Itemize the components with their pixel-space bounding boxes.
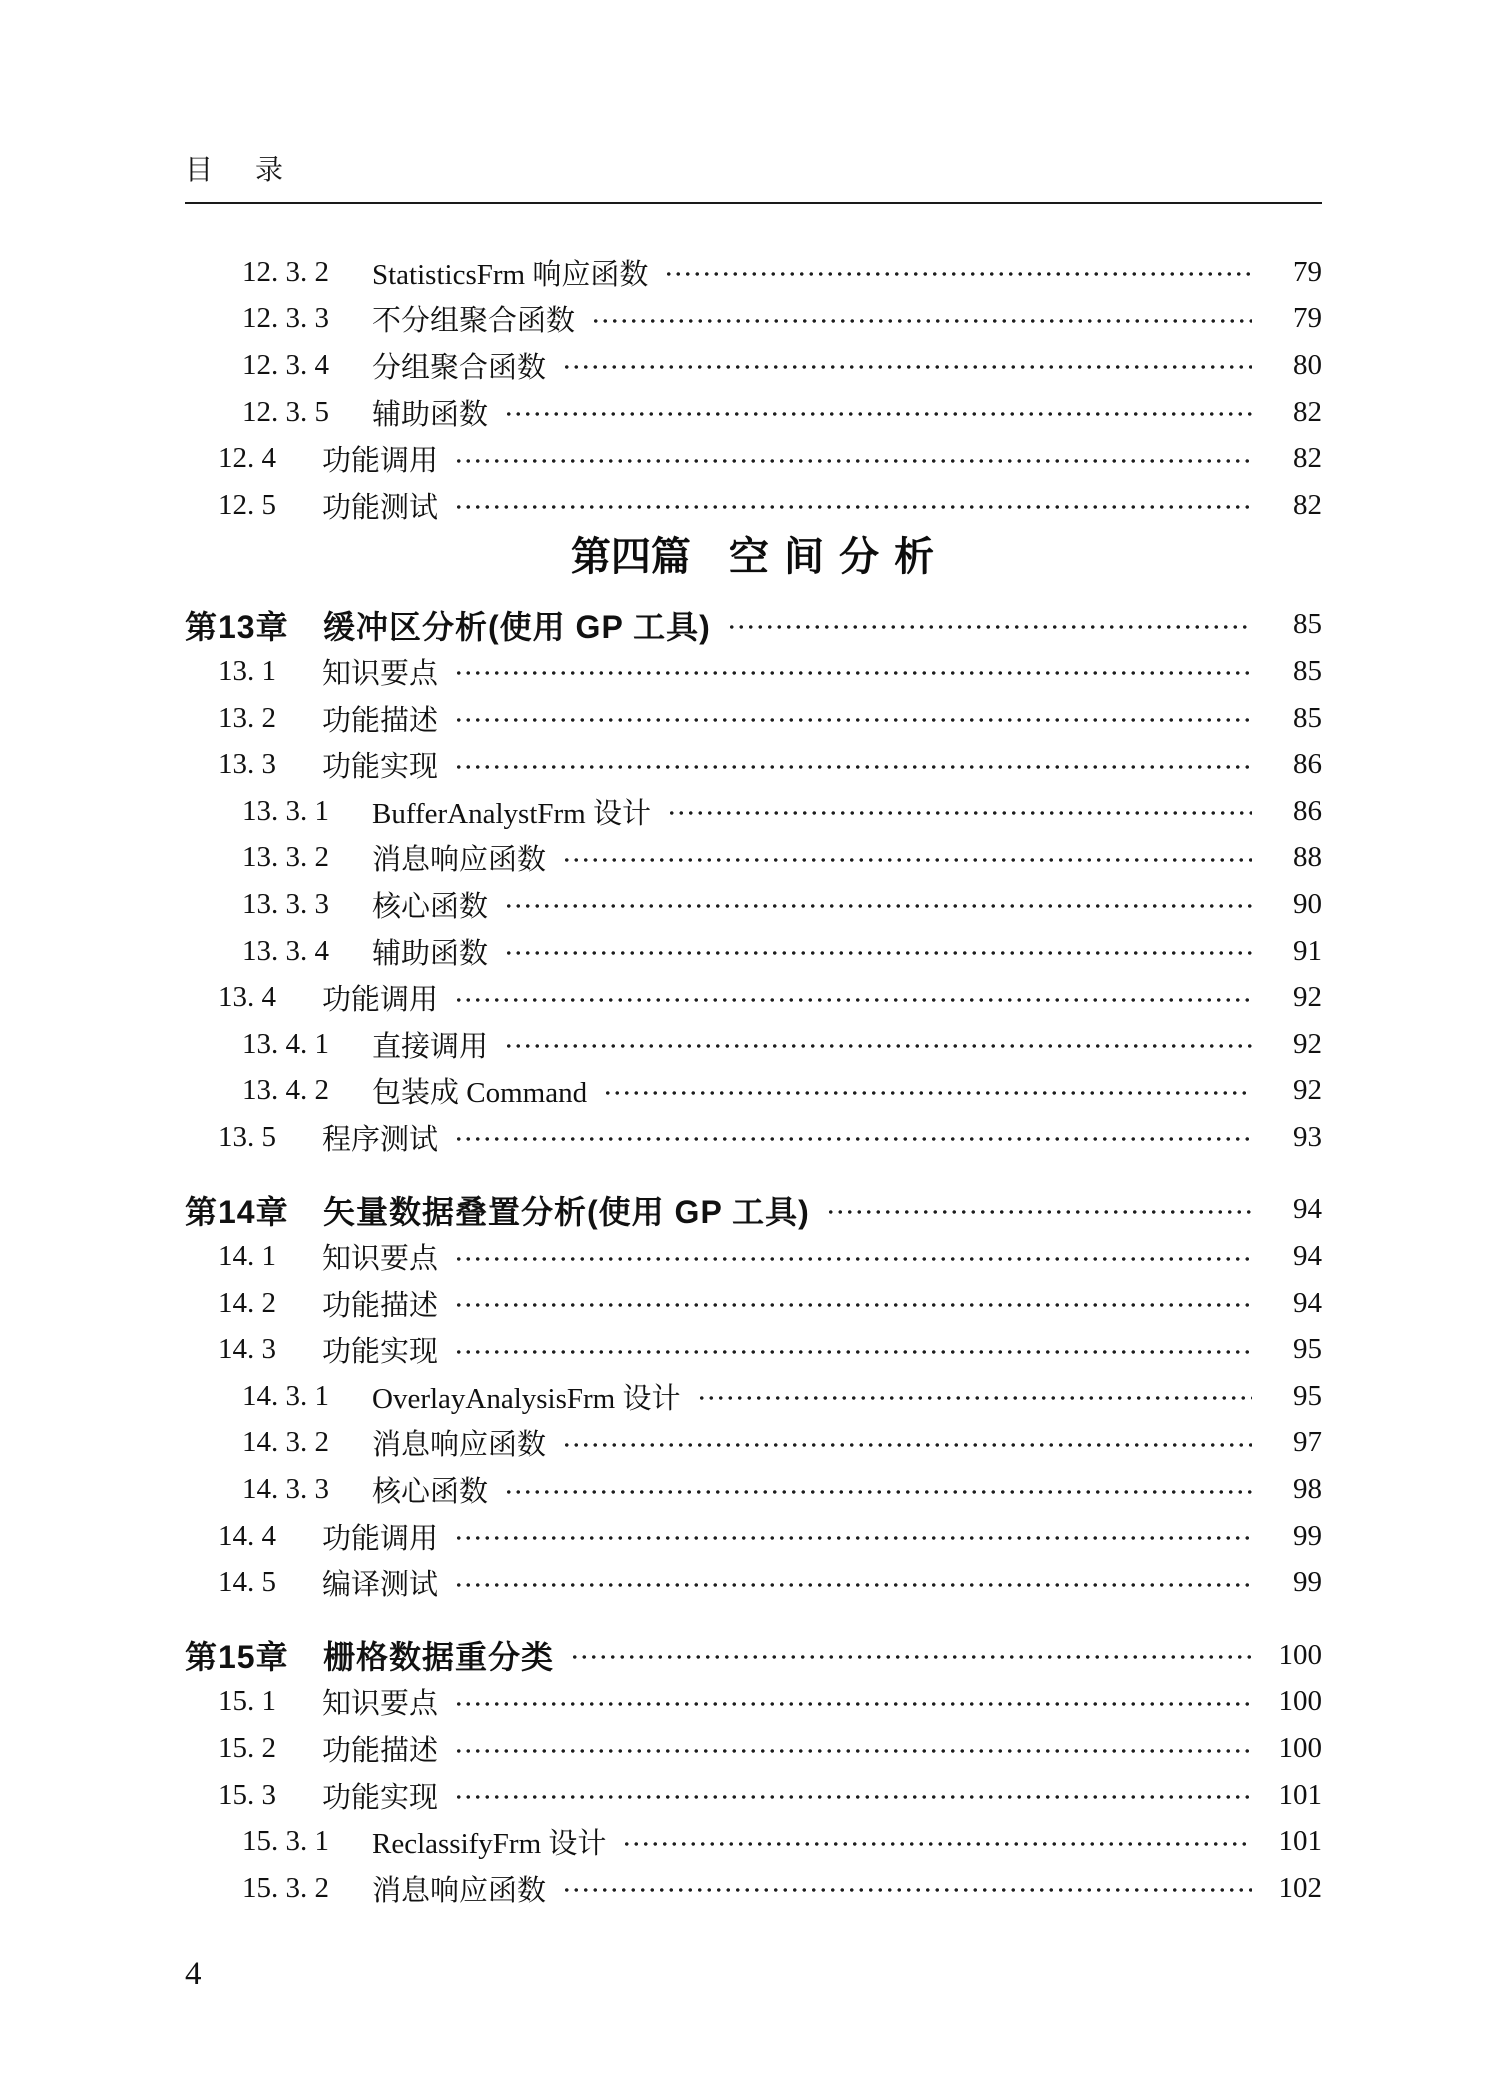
entry-page: 82 bbox=[1293, 395, 1322, 428]
dot-leader bbox=[454, 1699, 1252, 1709]
toc-entry bbox=[185, 602, 1322, 649]
toc-group bbox=[185, 249, 1322, 529]
entry-title: 辅助函数 bbox=[372, 398, 489, 431]
dot-leader bbox=[562, 855, 1252, 865]
toc-entry bbox=[185, 741, 1322, 788]
dot-leader bbox=[664, 269, 1252, 279]
entry-number: 13. 3. 4 bbox=[242, 934, 329, 967]
dot-leader bbox=[454, 1134, 1252, 1144]
entry-number: 14. 2 bbox=[218, 1286, 276, 1319]
entry-page: 99 bbox=[1293, 1519, 1322, 1552]
entry-title: 知识要点 bbox=[322, 1688, 439, 1721]
dot-leader bbox=[727, 622, 1252, 632]
entry-page: 80 bbox=[1293, 348, 1322, 381]
entry-title: 知识要点 bbox=[322, 1243, 439, 1276]
entry-page: 93 bbox=[1293, 1120, 1322, 1153]
entry-title: BufferAnalystFrm 设计 bbox=[372, 797, 651, 830]
toc-entry bbox=[185, 1021, 1322, 1068]
entry-title: 核心函数 bbox=[372, 1476, 489, 1509]
toc-entry bbox=[185, 1187, 1322, 1234]
header-title-char1: 目 bbox=[185, 155, 214, 186]
toc-entry bbox=[185, 1420, 1322, 1467]
toc-entry bbox=[185, 1326, 1322, 1373]
toc-entry bbox=[185, 296, 1322, 343]
entry-title: 程序测试 bbox=[322, 1123, 439, 1156]
entry-title: 分组聚合函数 bbox=[372, 351, 547, 384]
dot-leader bbox=[454, 715, 1252, 725]
entry-number: 12. 3. 3 bbox=[242, 302, 329, 335]
entry-title: 功能实现 bbox=[322, 1781, 439, 1814]
entry-page: 79 bbox=[1293, 255, 1322, 288]
entry-number: 13. 4 bbox=[218, 981, 276, 1014]
toc-entry bbox=[185, 482, 1322, 529]
entry-page: 86 bbox=[1293, 748, 1322, 781]
dot-leader bbox=[570, 1652, 1252, 1662]
entry-page: 85 bbox=[1293, 701, 1322, 734]
entry-number: 15. 2 bbox=[218, 1732, 276, 1765]
toc-entry bbox=[185, 695, 1322, 742]
toc-entry bbox=[185, 835, 1322, 882]
entry-page: 101 bbox=[1278, 1825, 1322, 1858]
entry-title: 辅助函数 bbox=[372, 937, 489, 970]
part-heading bbox=[185, 535, 1322, 579]
toc-entry bbox=[185, 342, 1322, 389]
dot-leader bbox=[454, 1746, 1252, 1756]
toc-entry bbox=[185, 1233, 1322, 1280]
toc-group bbox=[185, 602, 1322, 1161]
entry-page: 88 bbox=[1293, 841, 1322, 874]
toc-entry bbox=[185, 974, 1322, 1021]
dot-leader bbox=[603, 1088, 1252, 1098]
toc-entry bbox=[185, 1466, 1322, 1513]
dot-leader bbox=[454, 668, 1252, 678]
entry-page: 101 bbox=[1278, 1778, 1322, 1811]
dot-leader bbox=[591, 316, 1252, 326]
dot-leader bbox=[454, 456, 1252, 466]
entry-page: 95 bbox=[1293, 1379, 1322, 1412]
entry-title: 功能调用 bbox=[322, 445, 439, 478]
toc-entry bbox=[185, 1865, 1322, 1912]
entry-title: 直接调用 bbox=[372, 1030, 489, 1063]
entry-title: 知识要点 bbox=[322, 657, 439, 690]
toc-entry bbox=[185, 881, 1322, 928]
dot-leader bbox=[454, 995, 1252, 1005]
entry-number: 13. 3. 1 bbox=[242, 794, 329, 827]
part-title: 空 间 分 析 bbox=[728, 534, 937, 579]
entry-number: 13. 4. 2 bbox=[242, 1074, 329, 1107]
entry-page: 94 bbox=[1293, 1193, 1322, 1226]
dot-leader bbox=[562, 1440, 1252, 1450]
entry-page: 86 bbox=[1293, 794, 1322, 827]
toc-entry bbox=[185, 1725, 1322, 1772]
entry-page: 100 bbox=[1278, 1638, 1322, 1671]
entry-title: 消息响应函数 bbox=[372, 844, 547, 877]
entry-number: 14. 3. 1 bbox=[242, 1379, 329, 1412]
entry-page: 97 bbox=[1293, 1426, 1322, 1459]
entry-title: 矢量数据叠置分析(使用 GP 工具) bbox=[323, 1193, 810, 1230]
entry-number: 13. 1 bbox=[218, 654, 276, 687]
entry-number: 第14章 bbox=[185, 1193, 289, 1230]
entry-number: 13. 4. 1 bbox=[242, 1027, 329, 1060]
dot-leader bbox=[504, 409, 1252, 419]
entry-number: 第13章 bbox=[185, 608, 289, 645]
toc-group bbox=[185, 1632, 1322, 1912]
entry-title: OverlayAnalysisFrm 设计 bbox=[372, 1382, 681, 1415]
toc-entry bbox=[185, 1068, 1322, 1115]
toc-entry bbox=[185, 1513, 1322, 1560]
dot-leader bbox=[454, 1347, 1252, 1357]
entry-number: 14. 4 bbox=[218, 1519, 276, 1552]
entry-number: 12. 3. 4 bbox=[242, 348, 329, 381]
entry-page: 92 bbox=[1293, 1074, 1322, 1107]
toc-entry bbox=[185, 1280, 1322, 1327]
toc-entry bbox=[185, 1114, 1322, 1161]
entry-number: 13. 2 bbox=[218, 701, 276, 734]
entry-number: 14. 5 bbox=[218, 1566, 276, 1599]
toc-entry bbox=[185, 1632, 1322, 1679]
toc-entry bbox=[185, 1373, 1322, 1420]
entry-title: 功能实现 bbox=[322, 751, 439, 784]
dot-leader bbox=[454, 1300, 1252, 1310]
toc-entry bbox=[185, 1818, 1322, 1865]
toc-group bbox=[185, 1187, 1322, 1606]
toc-entry bbox=[185, 1772, 1322, 1819]
entry-page: 99 bbox=[1293, 1566, 1322, 1599]
page-footer bbox=[185, 1954, 1322, 1994]
entry-number: 15. 3. 1 bbox=[242, 1825, 329, 1858]
toc-list bbox=[185, 249, 1322, 1912]
dot-leader bbox=[504, 1041, 1252, 1051]
entry-number: 13. 3 bbox=[218, 748, 276, 781]
entry-title: 包装成 Command bbox=[372, 1077, 588, 1110]
entry-page: 100 bbox=[1278, 1732, 1322, 1765]
entry-title: 功能调用 bbox=[322, 1522, 439, 1555]
dot-leader bbox=[454, 502, 1252, 512]
entry-title: 编译测试 bbox=[322, 1569, 439, 1602]
header-title-char2: 录 bbox=[255, 155, 284, 186]
toc-entry bbox=[185, 1559, 1322, 1606]
dot-leader bbox=[454, 1533, 1252, 1543]
entry-number: 14. 1 bbox=[218, 1240, 276, 1273]
entry-page: 79 bbox=[1293, 302, 1322, 335]
header-divider bbox=[185, 202, 1322, 204]
dot-leader bbox=[697, 1393, 1253, 1403]
entry-number: 12. 5 bbox=[218, 488, 276, 521]
dot-leader bbox=[454, 1792, 1252, 1802]
entry-title: ReclassifyFrm 设计 bbox=[372, 1828, 607, 1861]
entry-number: 12. 3. 5 bbox=[242, 395, 329, 428]
entry-title: 栅格数据重分类 bbox=[323, 1639, 555, 1676]
dot-leader bbox=[826, 1207, 1252, 1217]
dot-leader bbox=[454, 1254, 1252, 1264]
entry-title: 功能测试 bbox=[322, 491, 439, 524]
toc-entry bbox=[185, 1679, 1322, 1726]
entry-page: 100 bbox=[1278, 1685, 1322, 1718]
entry-title: 核心函数 bbox=[372, 890, 489, 923]
entry-number: 13. 5 bbox=[218, 1120, 276, 1153]
entry-page: 92 bbox=[1293, 1027, 1322, 1060]
entry-title: 不分组聚合函数 bbox=[372, 305, 576, 338]
dot-leader bbox=[454, 1580, 1252, 1590]
entry-title: 功能调用 bbox=[322, 984, 439, 1017]
entry-title: 消息响应函数 bbox=[372, 1429, 547, 1462]
entry-title: 功能描述 bbox=[322, 1735, 439, 1768]
dot-leader bbox=[504, 1487, 1252, 1497]
entry-page: 94 bbox=[1293, 1286, 1322, 1319]
entry-title: 缓冲区分析(使用 GP 工具) bbox=[323, 608, 711, 645]
dot-leader bbox=[454, 762, 1252, 772]
entry-number: 15. 3 bbox=[218, 1778, 276, 1811]
entry-page: 85 bbox=[1293, 608, 1322, 641]
dot-leader bbox=[622, 1839, 1252, 1849]
entry-page: 95 bbox=[1293, 1333, 1322, 1366]
entry-page: 90 bbox=[1293, 887, 1322, 920]
entry-number: 第15章 bbox=[185, 1639, 289, 1676]
entry-number: 12. 3. 2 bbox=[242, 255, 329, 288]
toc-entry bbox=[185, 788, 1322, 835]
entry-page: 102 bbox=[1278, 1871, 1322, 1904]
entry-number: 13. 3. 2 bbox=[242, 841, 329, 874]
entry-title: 功能实现 bbox=[322, 1336, 439, 1369]
entry-number: 15. 3. 2 bbox=[242, 1871, 329, 1904]
entry-number: 13. 3. 3 bbox=[242, 887, 329, 920]
toc-entry bbox=[185, 435, 1322, 482]
toc-entry bbox=[185, 648, 1322, 695]
entry-title: 功能描述 bbox=[322, 704, 439, 737]
toc-entry bbox=[185, 928, 1322, 975]
entry-title: 消息响应函数 bbox=[372, 1874, 547, 1907]
entry-number: 15. 1 bbox=[218, 1685, 276, 1718]
toc-entry bbox=[185, 249, 1322, 296]
dot-leader bbox=[504, 901, 1252, 911]
entry-page: 98 bbox=[1293, 1473, 1322, 1506]
entry-page: 92 bbox=[1293, 981, 1322, 1014]
part-number: 第四篇 bbox=[570, 534, 691, 579]
entry-title: StatisticsFrm 响应函数 bbox=[372, 258, 649, 291]
toc-entry bbox=[185, 389, 1322, 436]
entry-page: 94 bbox=[1293, 1240, 1322, 1273]
entry-number: 12. 4 bbox=[218, 442, 276, 475]
footer-page-number: 4 bbox=[185, 1955, 202, 1992]
entry-page: 85 bbox=[1293, 654, 1322, 687]
entry-page: 91 bbox=[1293, 934, 1322, 967]
entry-number: 14. 3 bbox=[218, 1333, 276, 1366]
entry-number: 14. 3. 3 bbox=[242, 1473, 329, 1506]
entry-number: 14. 3. 2 bbox=[242, 1426, 329, 1459]
dot-leader bbox=[562, 1885, 1252, 1895]
entry-title: 功能描述 bbox=[322, 1289, 439, 1322]
entry-page: 82 bbox=[1293, 442, 1322, 475]
running-header bbox=[185, 150, 1322, 192]
entry-page: 82 bbox=[1293, 488, 1322, 521]
dot-leader bbox=[667, 808, 1252, 818]
dot-leader bbox=[504, 948, 1252, 958]
dot-leader bbox=[562, 362, 1252, 372]
